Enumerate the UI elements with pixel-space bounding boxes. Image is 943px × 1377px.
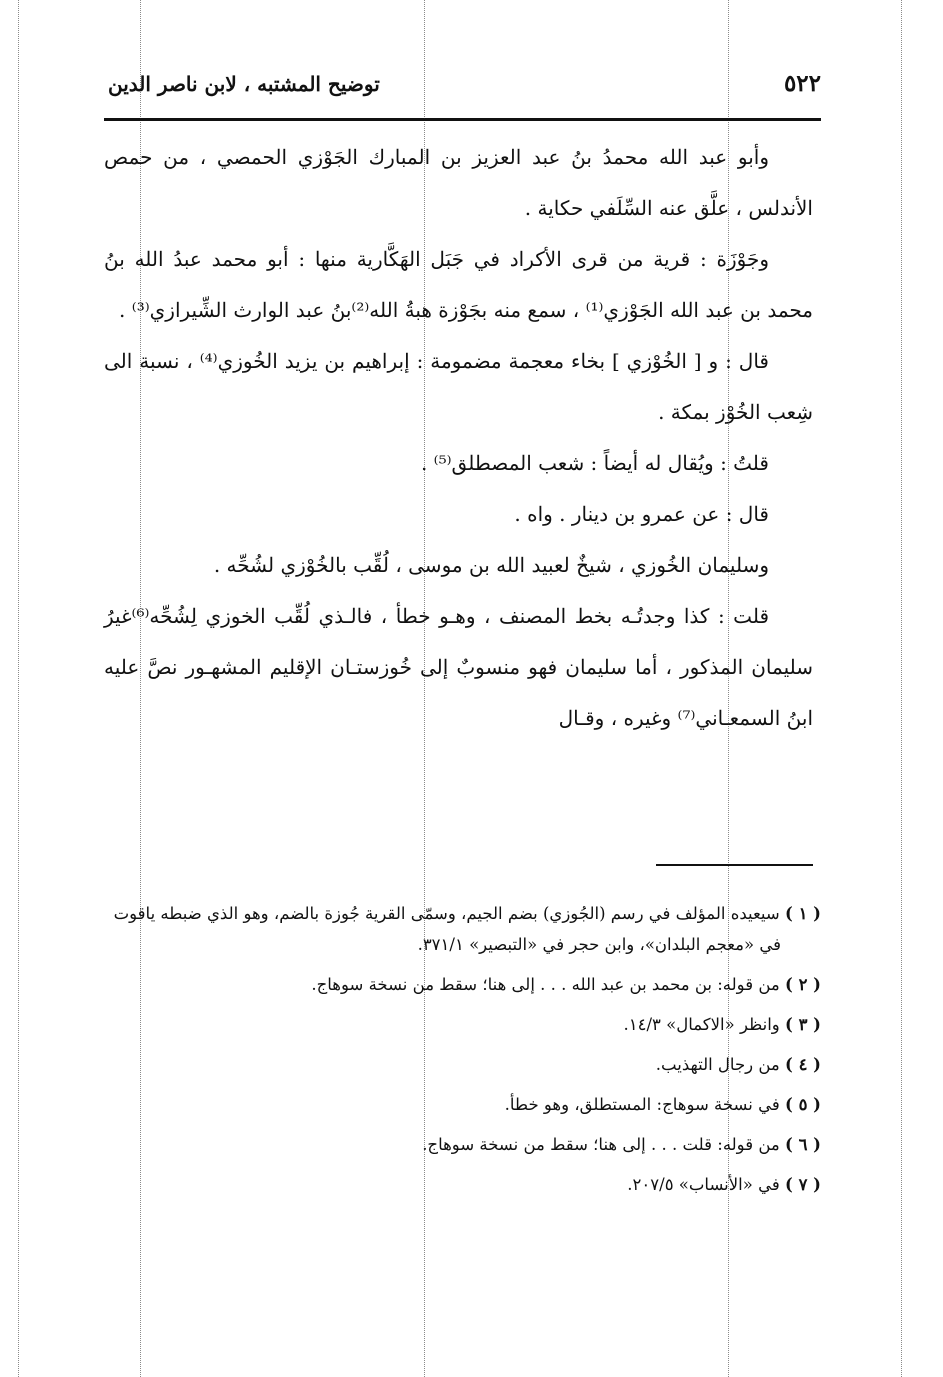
footnote-marker: ( ٥ ) [785, 1095, 821, 1114]
footnote [108, 898, 821, 960]
footnote [108, 1049, 821, 1080]
footnote-marker: ( ٤ ) [785, 1055, 821, 1074]
footnote [108, 1169, 821, 1200]
footnote-text: من قوله: بن محمد بن عبد الله . . . إلى هنا؛ سقط من نسخة سوهاج. [311, 975, 780, 994]
footnote [108, 1129, 821, 1160]
main-text [104, 132, 813, 744]
running-title: توضيح المشتبه ، لابن ناصر الدين [108, 72, 380, 96]
footnote-text: من قوله: قلت . . . إلى هنا؛ سقط من نسخة سوهاج. [422, 1135, 780, 1154]
paragraph: قلت : كذا وجدتُـه بخط المصنف ، وهـو خطأ ، فالـذي لُقِّب الخوزي لِشُحِّه⁽⁶⁾غيرُ سليمان المذكور ، أما سليمان فهو منسوبٌ إلى خُوزستـان الإقليم المشهـور نصَّ عليه ابنُ السمعـاني⁽⁷⁾ وغيره ، وقـال [104, 604, 813, 730]
footnote-marker: ( ٢ ) [785, 975, 821, 994]
footnote-separator [656, 864, 813, 866]
paragraph: وسليمان الخُوزي ، شيخٌ لعبيد الله بن موسى ، لُقِّب بالخُوْزي لشُحِّه . [213, 553, 769, 577]
footnote-text: في نسخة سوهاج: المستطلق، وهو خطأ. [504, 1095, 780, 1114]
page-header [108, 68, 821, 110]
footnote [108, 1009, 821, 1040]
paragraph: قال : و [ الخُوْزي ] بخاء معجمة مضمومة : إبراهيم بن يزيد الخُوزي⁽⁴⁾ ، نسبة الى شِعب الخُوْز بمكة . [104, 349, 813, 424]
footnote-text: سيعيده المؤلف في رسم (الجُوزي) بضم الجيم، وسمّى القرية جُوزة بالضم، وهو الذي ضبطه ياقوت في «معجم البلدان»، وابن حجر في «التبصير» ٣٧١/١. [113, 904, 781, 954]
footnote-text: وانظر «الاكمال» ١٤/٣. [623, 1015, 780, 1034]
footnote-text: في «الأنساب» ٢٠٧/٥. [627, 1175, 780, 1194]
scan-guide-line [18, 0, 19, 1377]
page-number: ٥٢٢ [783, 70, 821, 97]
paragraph: وجَوْزَة : قرية من قرى الأكراد في جَبَل الهَكَّارية منها : أبو محمد عبدُ الله بنُ محمد بن عبد الله الجَوْزي⁽¹⁾ ، سمع منه بجَوْزة هبةُ الله⁽²⁾بنُ عبد الوارث الشِّيرازي⁽³⁾ . [104, 247, 813, 322]
footnote-marker: ( ٣ ) [785, 1015, 821, 1034]
footnotes [108, 898, 821, 1209]
footnote-marker: ( ٧ ) [785, 1175, 821, 1194]
footnote-marker: ( ٦ ) [785, 1135, 821, 1154]
footnote-marker: ( ١ ) [785, 904, 821, 923]
paragraph: وأبو عبد الله محمدُ بنُ عبد العزيز بن المبارك الجَوْزي الحمصي ، من حمص الأندلس ، علَّق عنه السِّلَفي حكاية . [104, 145, 813, 220]
header-rule [104, 118, 821, 121]
scan-guide-line [901, 0, 902, 1377]
paragraph: قال : عن عمرو بن دينار . واه . [514, 502, 769, 526]
paragraph: قلتُ : ويُقال له أيضاً : شعب المصطلق⁽⁵⁾ . [420, 451, 769, 475]
footnote-text: من رجال التهذيب. [655, 1055, 780, 1074]
footnote [108, 969, 821, 1000]
footnote [108, 1089, 821, 1120]
